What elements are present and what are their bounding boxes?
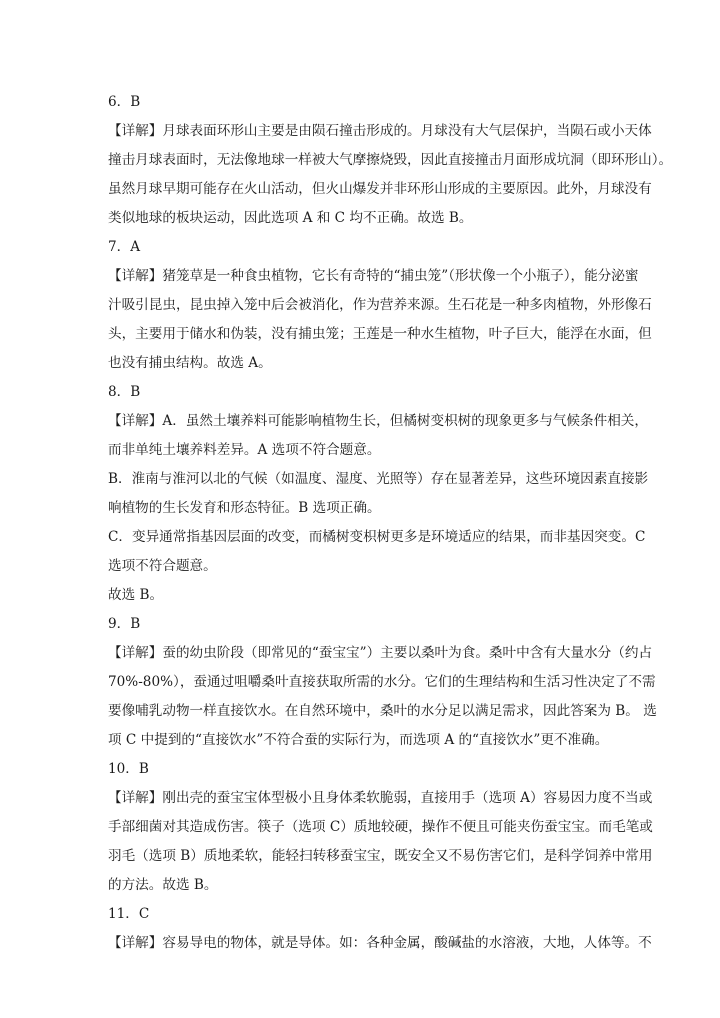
explanation-line: 羽毛（选项 B）质地柔软，能轻扫转移蚕宝宝，既安全又不易伤害它们，是科学饲养中常用 bbox=[108, 848, 653, 864]
answer-label: 7．A bbox=[108, 239, 141, 255]
question-block bbox=[108, 900, 652, 958]
explanation-line: 汁吸引昆虫，昆虫掉入笼中后会被消化，作为营养来源。生石花是一种多肉植物，外形像石 bbox=[108, 297, 652, 313]
explanation-line: 【详解】月球表面环形山主要是由陨石撞击形成的。月球没有大气层保护，当陨石或小天体 bbox=[108, 123, 652, 139]
explanation-line: 故选 B。 bbox=[108, 587, 164, 603]
explanation-line: 而非单纯土壤养料差异。A 选项不符合题意。 bbox=[108, 442, 381, 458]
explanation-line: 选项不符合题意。 bbox=[108, 558, 217, 574]
question-block bbox=[108, 610, 657, 755]
question-block bbox=[108, 378, 649, 610]
answer-label: 10．B bbox=[108, 761, 149, 777]
explanation-line: 项 C 中提到的“直接饮水”不符合蚕的实际行为，而选项 A 的“直接饮水”更不准确。 bbox=[108, 732, 609, 748]
explanation-line: 【详解】刚出壳的蚕宝宝体型极小且身体柔软脆弱，直接用手（选项 A）容易因力度不当或 bbox=[108, 790, 653, 806]
answer-label: 8．B bbox=[108, 384, 141, 400]
question-block bbox=[108, 88, 673, 233]
answer-label: 11．C bbox=[108, 906, 150, 922]
answer-label: 6．B bbox=[108, 94, 141, 110]
explanation-line: 【详解】容易导电的物体，就是导体。如：各种金属，酸碱盐的水溶液，大地，人体等。不 bbox=[108, 935, 652, 951]
explanation-line: 响植物的生长发育和形态特征。B 选项正确。 bbox=[108, 500, 381, 516]
explanation-line: 也没有捕虫结构。故选 A。 bbox=[108, 355, 272, 371]
answer-label: 9．B bbox=[108, 616, 141, 632]
explanation-line: 类似地球的板块运动，因此选项 A 和 C 均不正确。故选 B。 bbox=[108, 210, 473, 226]
explanation-line: 70%-80%），蚕通过咀嚼桑叶直接获取所需的水分。它们的生理结构和生活习性决定了不需 bbox=[108, 674, 656, 690]
explanation-line: 【详解】蚕的幼虫阶段（即常见的“蚕宝宝”）主要以桑叶为食。桑叶中含有大量水分（约占 bbox=[108, 645, 653, 661]
explanation-line: 虽然月球早期可能存在火山活动，但火山爆发并非环形山形成的主要原因。此外，月球没有 bbox=[108, 181, 652, 197]
explanation-line: B．淮南与淮河以北的气候（如温度、湿度、光照等）存在显著差异，这些环境因素直接影 bbox=[108, 471, 649, 487]
explanation-line: 要像哺乳动物一样直接饮水。在自然环境中，桑叶的水分足以满足需求，因此答案为 B。 选 bbox=[108, 703, 657, 719]
explanation-line: 【详解】A．虽然土壤养料可能影响植物生长，但橘树变枳树的现象更多与气候条件相关， bbox=[108, 413, 648, 429]
explanation-line: 的方法。故选 B。 bbox=[108, 877, 218, 893]
answer-explanations bbox=[108, 88, 673, 958]
question-block bbox=[108, 755, 653, 900]
explanation-line: 撞击月球表面时，无法像地球一样被大气摩擦烧毁，因此直接撞击月面形成坑洞（即环形山）。 bbox=[108, 152, 673, 168]
explanation-line: 头，主要用于储水和伪装，没有捕虫笼；王莲是一种水生植物，叶子巨大，能浮在水面，但 bbox=[108, 326, 652, 342]
question-block bbox=[108, 233, 652, 378]
explanation-line: C．变异通常指基因层面的改变，而橘树变枳树更多是环境适应的结果，而非基因突变。C bbox=[108, 529, 646, 545]
explanation-line: 手部细菌对其造成伤害。筷子（选项 C）质地较硬，操作不便且可能夹伤蚕宝宝。而毛笔或 bbox=[108, 819, 653, 835]
explanation-line: 【详解】猪笼草是一种食虫植物，它长有奇特的“捕虫笼”（形状像一个小瓶子），能分泌蜜 bbox=[108, 268, 639, 284]
